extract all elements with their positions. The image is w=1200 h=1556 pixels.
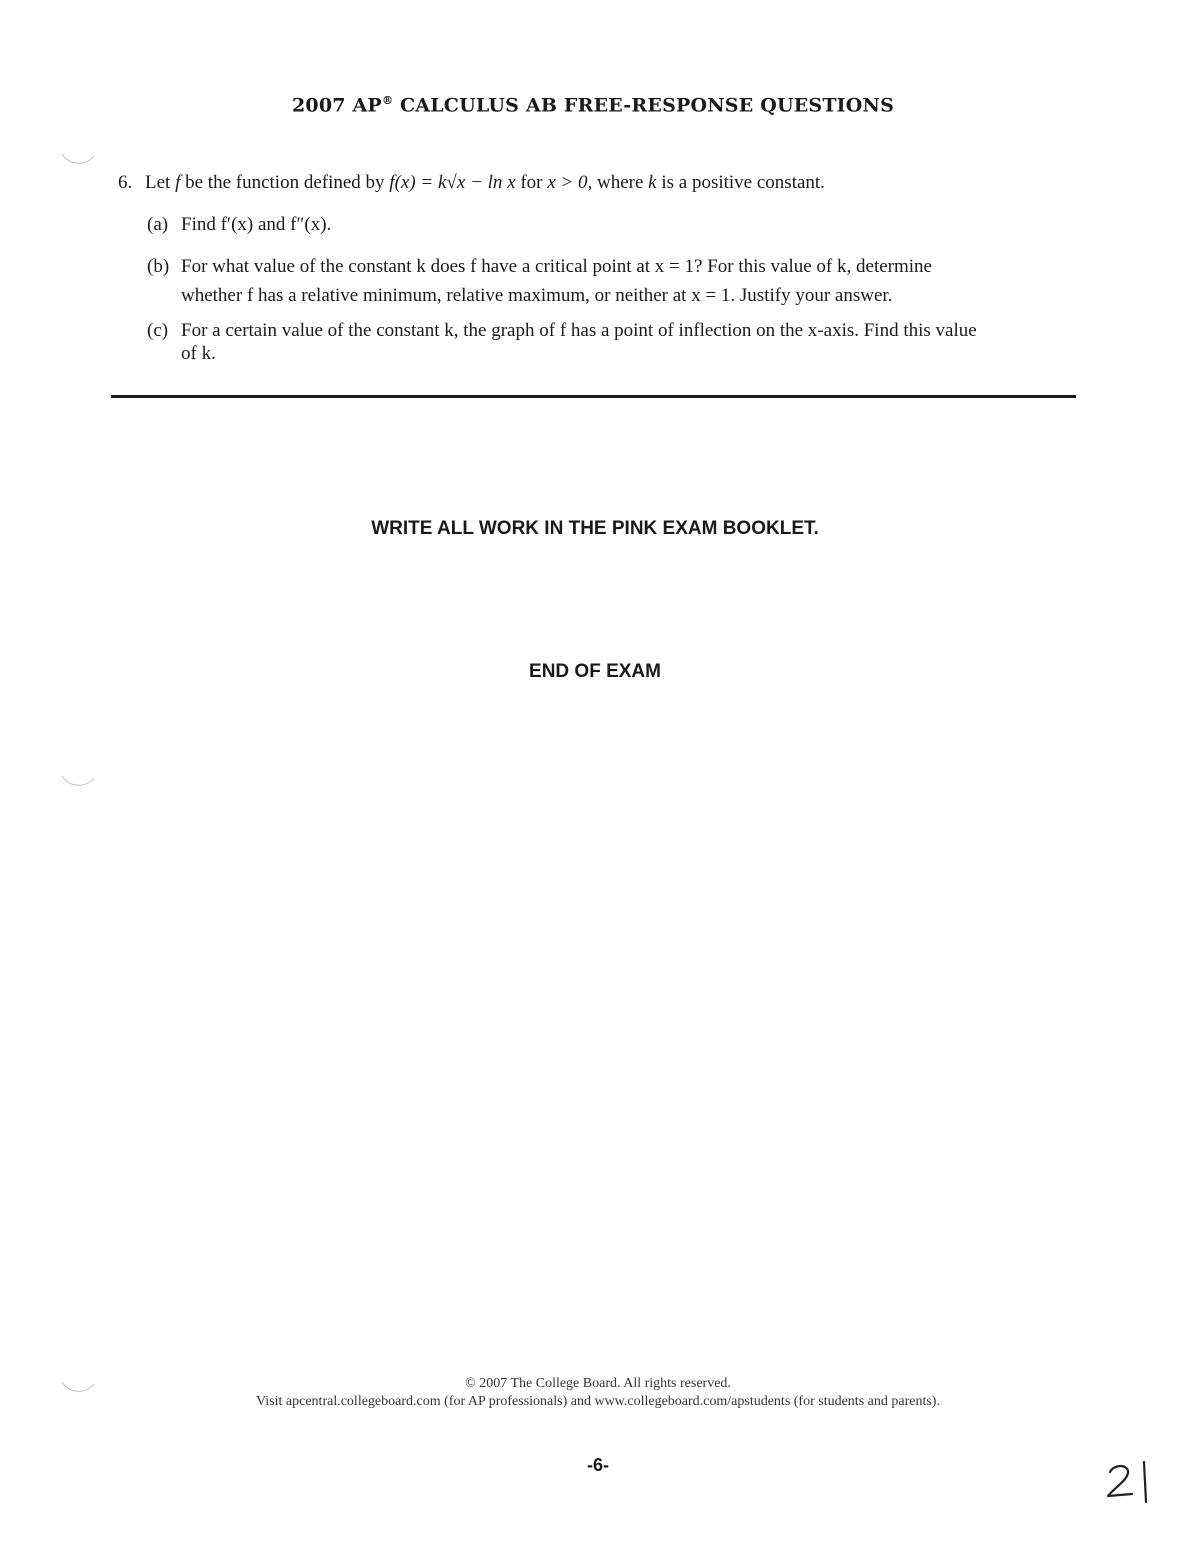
stem-k: k: [648, 172, 657, 193]
page-header: [0, 94, 1186, 116]
stem-formula: f(x) = k√x − ln x: [389, 172, 516, 193]
punch-hole-mark-top: [60, 150, 96, 168]
handwritten-page-mark: [1100, 1458, 1160, 1513]
stem-condition: x > 0,: [547, 172, 593, 193]
part-b-line-1: For what value of the constant k does f have a critical point at x = 1? For this value of k, determine: [181, 256, 932, 277]
stem-text-5: is a positive constant.: [656, 172, 825, 193]
page-number: -6-: [587, 1455, 609, 1475]
copyright-notice: © 2007 The College Board. All rights reserved.: [465, 1376, 731, 1391]
part-b-label: (b): [147, 256, 170, 277]
question-stem: [145, 171, 825, 195]
part-a-label: (a): [147, 214, 169, 235]
visit-notice: Visit apcentral.collegeboard.com (for AP professionals) and www.collegeboard.com/apstudents (for students and parents).: [256, 1394, 940, 1409]
write-instruction: WRITE ALL WORK IN THE PINK EXAM BOOKLET.: [371, 518, 819, 539]
punch-hole-mark-middle: [60, 772, 96, 790]
part-c-line-2: of k.: [181, 343, 216, 364]
stem-text-1: Let: [145, 172, 176, 193]
stem-text-3: for: [515, 172, 548, 193]
header-title-post: CALCULUS AB FREE-RESPONSE QUESTIONS: [393, 94, 894, 117]
section-divider: [111, 395, 1076, 398]
part-c-label: (c): [147, 320, 169, 341]
stem-f: f: [175, 172, 181, 193]
header-title-pre: 2007 AP: [292, 94, 382, 117]
part-b-line-2: whether f has a relative minimum, relative maximum, or neither at x = 1. Justify your answer.: [181, 285, 893, 306]
stem-text-4: where: [592, 172, 649, 193]
part-a-text: Find f′(x) and f″(x).: [181, 214, 332, 235]
registered-mark: ®: [381, 94, 394, 107]
stem-text-2: be the function defined by: [180, 172, 390, 193]
punch-hole-mark-bottom: [60, 1378, 96, 1396]
end-of-exam: END OF EXAM: [529, 661, 661, 682]
part-c-line-1: For a certain value of the constant k, the graph of f has a point of inflection on the x-axis. Find this value: [181, 320, 977, 341]
question-number: 6.: [118, 172, 133, 193]
